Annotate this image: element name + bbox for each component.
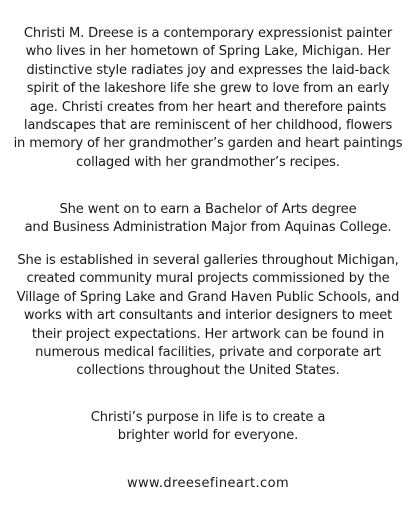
bio-line: collaged with her grandmother’s recipes. (76, 154, 340, 170)
bio-line: and Business Administration Major from Aquinas College. (24, 220, 392, 236)
bio-line: Christi’s purpose in life is to create a (90, 410, 326, 425)
bio-line: created community mural projects commissioned by the (26, 271, 390, 287)
bio-line: age. Christi creates from her heart and therefore paints (29, 99, 387, 115)
bio-line: in memory of her grandmother’s garden and heart paintings (13, 136, 403, 152)
bio-line: Christi M. Dreese is a contemporary expressionist painter (23, 26, 393, 41)
bio-paragraph-education (0, 201, 416, 238)
bio-paragraph-purpose (0, 409, 416, 446)
bio-line: landscapes that are reminiscent of her childhood, flowers (23, 118, 393, 134)
bio-paragraph-career (0, 252, 416, 381)
bio-line: spirit of the lakeshore life she grew to love from an early (26, 81, 390, 97)
bio-line: She went on to earn a Bachelor of Arts degree (59, 202, 357, 217)
bio-line: brighter world for everyone. (117, 428, 299, 444)
bio-line: who lives in her hometown of Spring Lake, Michigan. Her (25, 44, 391, 60)
website-url (0, 475, 416, 493)
website-link-text: www.dreesefineart.com (126, 476, 290, 491)
bio-line: Village of Spring Lake and Grand Haven Public Schools, and (16, 289, 400, 305)
bio-line: their project expectations. Her artwork can be found in (31, 326, 385, 342)
bio-line: distinctive style radiates joy and expresses the laid-back (26, 62, 390, 78)
bio-line: collections throughout the United States. (76, 363, 340, 379)
bio-paragraph-intro (0, 25, 416, 172)
bio-line: She is established in several galleries throughout Michigan, (17, 253, 399, 268)
bio-line: works with art consultants and interior designers to meet (23, 308, 393, 324)
bio-line: numerous medical facilities, private and corporate art (35, 345, 381, 361)
